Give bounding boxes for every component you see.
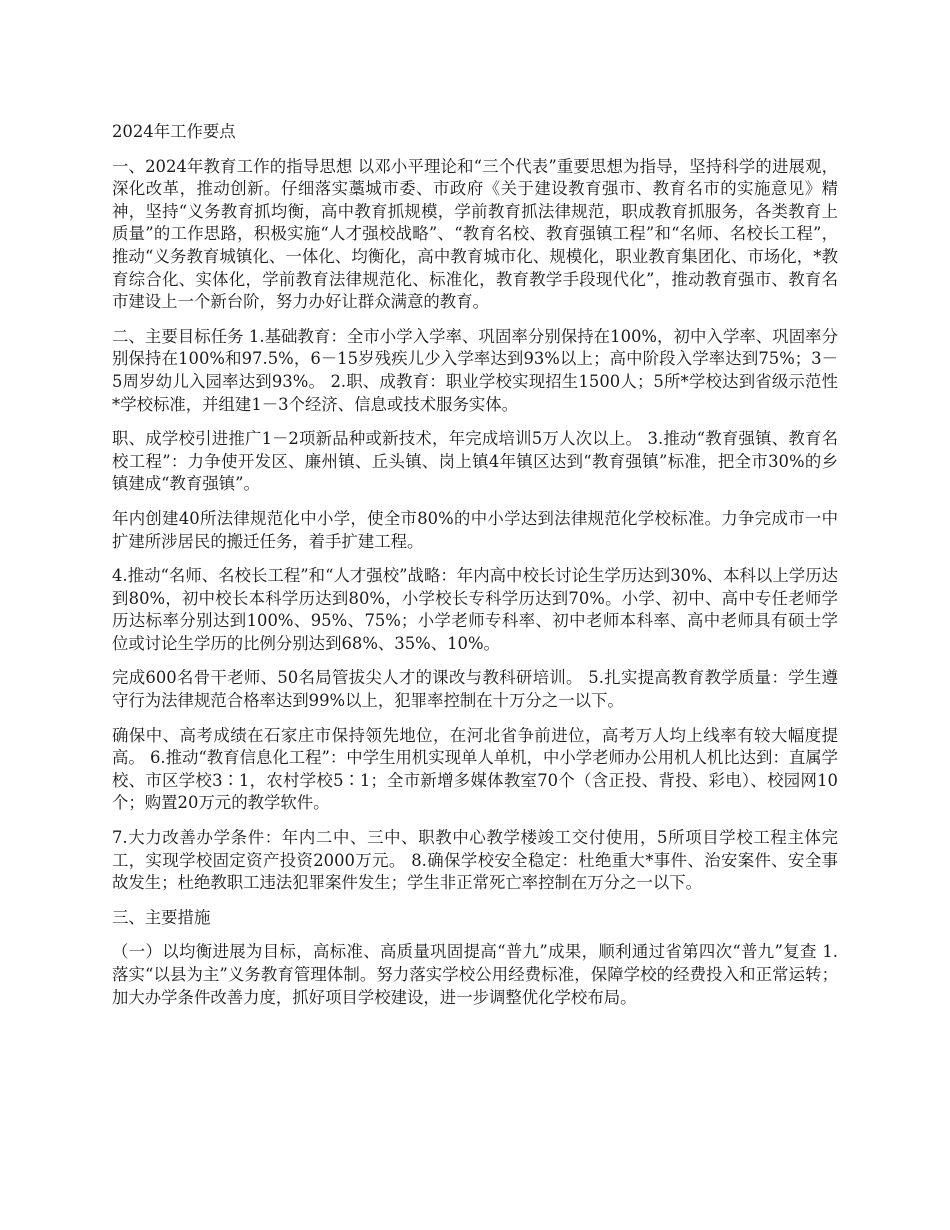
paragraph-teaching-quality: 完成600名骨干老师、50名局管拔尖人才的课改与教科研培训。 5.扎实提高教育教学质量：学生遵守行为法律规范合格率达到99%以上，犯罪率控制在十万分之一以下。 [112,668,838,711]
paragraph-standardized-schools: 年内创建40所法律规范化中小学，使全市80%的中小学达到法律规范化学校标准。力争完成市一中扩建所涉居民的搬迁任务，着手扩建工程。 [112,508,838,551]
document-title: 2024年工作要点 [112,122,236,141]
paragraph-guiding-ideology: 一、2024年教育工作的指导思想 以邓小平理论和“三个代表”重要思想为指导，坚持科学的进展观，深化改革，推动创新。仔细落实藁城市委、市政府《关于建设教育强市、教育名市的实施意见》精神，坚持“义务教育抓均衡，高中教育抓规模，学前教育抓法律规范，职成教育抓服务，各类教育上质量”的工作思路，积极实施“人才强校战略”、“教育名校、教育强镇工程”和“名师、名校长工程”，推动“义务教育城镇化、一体化、均衡化，高中教育城市化、规模化，职业教育集团化、市场化，*教育综合化、实体化，学前教育法律规范化、标准化，教育教学手段现代化”，推动教育强市、教育名市建设上一个新台阶，努力办好让群众满意的教育。 [112,156,838,312]
paragraph-school-conditions: 7.大力改善办学条件：年内二中、三中、职教中心教学楼竣工交付使用，5所项目学校工程主体完工，实现学校固定资产投资2000万元。 8.确保学校安全稳定：杜绝重大*事件、治安案件、安全事故发生；杜绝教职工违法犯罪案件发生；学生非正常死亡率控制在万分之一以下。 [112,828,838,893]
paragraph-teacher-qualification: 4.推动“名师、名校长工程”和“人才强校”战略：年内高中校长讨论生学历达到30%、本科以上学历达到80%，初中校长本科学历达到80%，小学校长专科学历达到70%。小学、初中、高中专任老师学历达标率分别达到100%、95%、75%；小学老师专科率、初中老师本科率、高中老师具有硕士学位或讨论生学历的比例分别达到68%、35%、10%。 [112,566,838,653]
paragraph-balanced-development: （一）以均衡进展为目标，高标准、高质量巩固提高“普九”成果，顺利通过省第四次“普九”复查 1.落实“以县为主”义务教育管理体制。努力落实学校公用经费标准，保障学校的经费投入和正常运转；加大办学条件改善力度，抓好项目学校建设，进一步调整优化学校布局。 [112,942,838,1007]
paragraph-main-targets: 二、主要目标任务 1.基础教育：全市小学入学率、巩固率分别保持在100%，初中入学率、巩固率分别保持在100%和97.5%，6－15岁残疾儿少入学率达到93%以上；高中阶段入学率达到75%；3－5周岁幼儿入园率达到93%。 2.职、成教育：职业学校实现招生1500人；5所*学校达到省级示范性*学校标准，并组建1－3个经济、信息或技术服务实体。 [112,326,838,414]
paragraph-informatization: 确保中、高考成绩在石家庄市保持领先地位，在河北省争前进位，高考万人均上线率有较大幅度提高。 6.推动“教育信息化工程”：中学生用机实现单人单机，中小学老师办公用机人机比达到：直属学校、市区学校3∶1，农村学校5∶1；全市新增多媒体教室70个（含正投、背投、彩电）、校园网10个；购置20万元的教学软件。 [112,725,839,813]
paragraph-vocational-training: 职、成学校引进推广1－2项新品种或新技术，年完成培训5万人次以上。 3.推动“教育强镇、教育名校工程”：力争使开发区、廉州镇、丘头镇、岗上镇4年镇区达到“教育强镇”标准，把全市30%的乡镇建成“教育强镇”。 [112,429,838,494]
section-heading-measures: 三、主要措施 [112,907,211,927]
